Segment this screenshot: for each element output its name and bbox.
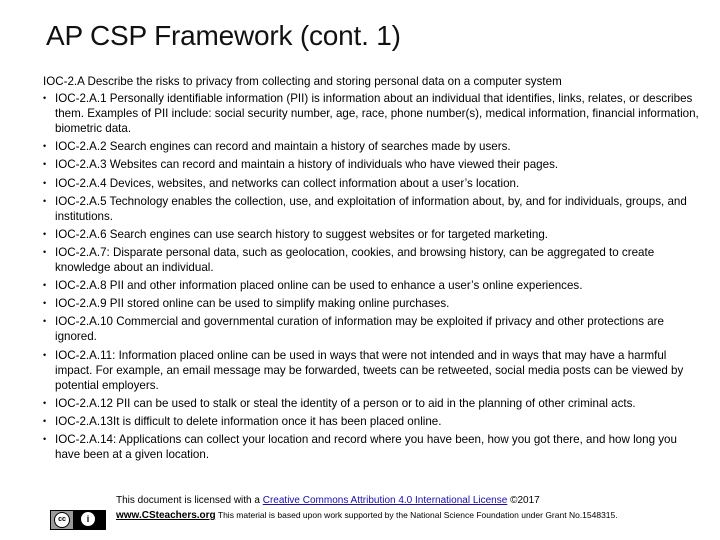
list-item bbox=[43, 176, 703, 191]
section-heading: IOC-2.A Describe the risks to privacy from collecting and storing personal data on a computer system bbox=[43, 75, 562, 88]
list-item-text: IOC-2.A.13It is difficult to delete information once it has been placed online. bbox=[55, 414, 442, 428]
list-item bbox=[43, 227, 703, 242]
list-item-text: IOC-2.A.1 Personally identifiable information (PII) is information about an individual that identifies, links, relates, or describes them. Examples of PII include: social security number, age, race, phone number(s), medical information, financial information, biometric data. bbox=[55, 92, 699, 136]
list-item-text: IOC-2.A.10 Commercial and governmental curation of information may be exploited if privacy and other protections are ignored. bbox=[55, 315, 664, 344]
list-item-text: IOC-2.A.9 PII stored online can be used to simplify making online purchases. bbox=[55, 297, 450, 311]
list-item bbox=[43, 245, 703, 275]
list-item-text: IOC-2.A.4 Devices, websites, and networks can collect information about a user’s location. bbox=[55, 176, 520, 190]
list-item-text: IOC-2.A.12 PII can be used to stalk or steal the identity of a person or to aid in the planning of other criminal acts. bbox=[55, 396, 636, 410]
copyright-text: ©2017 bbox=[507, 495, 540, 506]
cc-icon: cc bbox=[54, 512, 70, 528]
bullet-icon: • bbox=[43, 195, 47, 206]
bullet-icon: • bbox=[43, 397, 47, 408]
bullet-list bbox=[43, 91, 703, 462]
list-item bbox=[43, 296, 703, 311]
list-item bbox=[43, 396, 703, 411]
list-item bbox=[43, 314, 703, 344]
bullet-icon: • bbox=[43, 280, 47, 291]
list-item-text: IOC-2.A.14: Applications can collect your location and record where you have been, how you got there, and how long you have been at a given location. bbox=[55, 432, 677, 462]
list-item bbox=[43, 414, 703, 429]
list-item bbox=[43, 194, 703, 224]
list-item-text: IOC-2.A.5 Technology enables the collection, use, and exploitation of information about, by, and for individuals, groups, and institutions. bbox=[55, 194, 687, 223]
list-item bbox=[43, 91, 703, 136]
list-item-text: IOC-2.A.8 PII and other information placed online can be used to enhance a user’s online experiences. bbox=[55, 279, 583, 293]
bullet-icon: • bbox=[43, 159, 47, 170]
csteachers-link[interactable]: www.CSteachers.org bbox=[116, 510, 216, 521]
bullet-icon: • bbox=[43, 415, 47, 426]
license-notice bbox=[116, 494, 676, 523]
person-icon: i bbox=[81, 512, 95, 526]
bullet-icon: • bbox=[43, 298, 47, 309]
content-area bbox=[43, 74, 703, 465]
list-item-text: IOC-2.A.7: Disparate personal data, such as geolocation, cookies, and browsing history, can be aggregated to create knowledge about an individual. bbox=[55, 245, 655, 275]
list-item bbox=[43, 432, 703, 462]
bullet-icon: • bbox=[43, 93, 47, 104]
creative-commons-by-icon bbox=[50, 510, 106, 530]
list-item-text: IOC-2.A.3 Websites can record and maintain a history of individuals who have viewed their pages. bbox=[55, 158, 559, 172]
license-link[interactable]: Creative Commons Attribution 4.0 International License bbox=[262, 495, 508, 506]
list-item bbox=[43, 157, 703, 172]
slide-title: AP CSP Framework (cont. 1) bbox=[46, 20, 401, 51]
by-badge bbox=[73, 511, 105, 529]
list-item bbox=[43, 139, 703, 154]
list-item-text: IOC-2.A.11: Information placed online can be used in ways that were not intended and in ways that may have a harmful impact. For example, an email message may be forwarded, tweets can be retweeted, social media posts can be viewed by potential employers. bbox=[55, 348, 684, 392]
list-item bbox=[43, 348, 703, 393]
nsf-support-text: This material is based upon work supported by the National Science Foundation under Grant No.1548315. bbox=[215, 510, 618, 520]
footer bbox=[50, 494, 690, 540]
bullet-icon: • bbox=[43, 433, 47, 444]
bullet-icon: • bbox=[43, 177, 47, 188]
bullet-icon: • bbox=[43, 349, 47, 360]
list-item-text: IOC-2.A.2 Search engines can record and maintain a history of searches made by users. bbox=[55, 140, 511, 154]
bullet-icon: • bbox=[43, 141, 47, 152]
list-item-text: IOC-2.A.6 Search engines can use search history to suggest websites or for targeted marketing. bbox=[55, 227, 548, 241]
bullet-icon: • bbox=[43, 228, 47, 239]
bullet-icon: • bbox=[43, 246, 47, 257]
bullet-icon: • bbox=[43, 316, 47, 327]
license-prefix: This document is licensed with a bbox=[116, 495, 263, 506]
list-item bbox=[43, 278, 703, 293]
